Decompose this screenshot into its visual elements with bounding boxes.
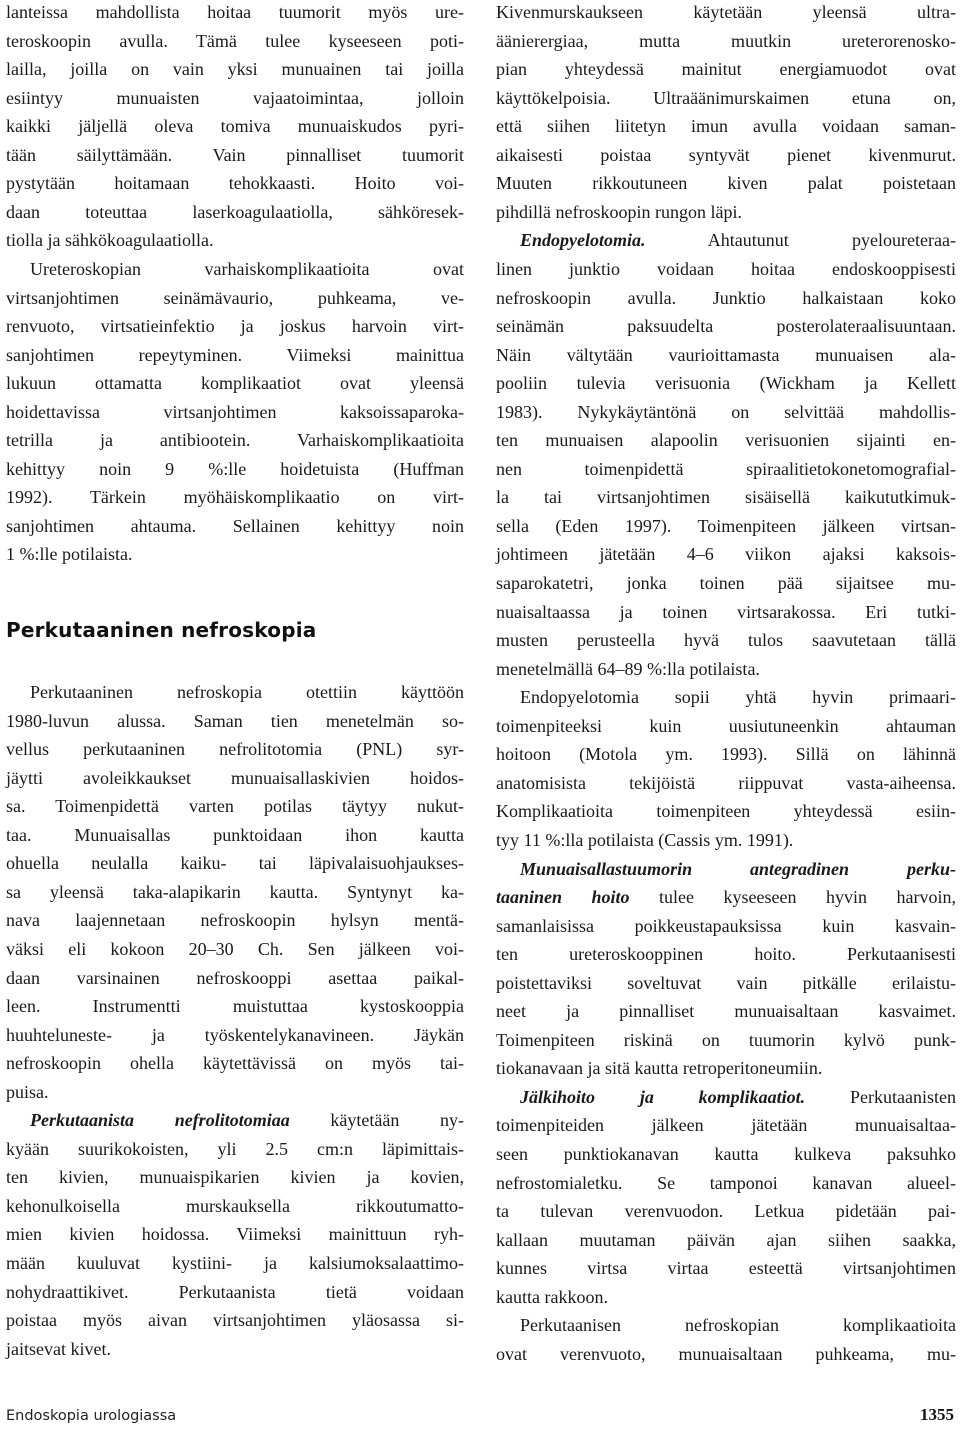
- text-line: leen. Instrumentti muistuttaa kystoskooppia: [6, 996, 464, 1017]
- text-line: tiokanavaan ja sitä kautta retroperitoneumiin.: [496, 1058, 823, 1079]
- text-line: seen punktiokanavan kautta kulkeva paksuhko: [496, 1144, 956, 1164]
- text-line: kautta rakkoon.: [496, 1286, 608, 1307]
- text-line: Ureteroskopian varhaiskomplikaatioita ovat: [30, 258, 464, 279]
- text-line: pystytään hoitamaan tehokkaasti. Hoito voi-: [6, 173, 464, 194]
- text-line: Näin vältytään vaurioittamasta munuaisen ala-: [496, 344, 956, 365]
- text-line: pihdillä nefroskoopin rungon läpi.: [496, 201, 742, 222]
- text-line: nefroskoopin ohella käytettävissä on myös tai-: [6, 1053, 464, 1074]
- text-line: sanjohtimen repeytyminen. Viimeksi mainittua: [6, 344, 464, 365]
- text-line: nuaisaltaassa ja toinen virtsarakossa. Eri tutki-: [496, 601, 956, 622]
- text-line: ten ureteroskooppinen hoito. Perkutaanisesti: [496, 944, 956, 965]
- text-line: kehittyy noin 9 %:lle hoidetuista (Huffman: [6, 458, 464, 479]
- text-line: la tai virtsanjohtimen sisäisellä kaikututkimuk-: [496, 487, 956, 508]
- text-line: tiolla ja sähkökoagulaatiolla.: [6, 230, 214, 251]
- text-line: äänierergiaa, mutta muutkin ureterorenosko-: [496, 30, 956, 51]
- text-line: käyttökelpoisia. Ultraäänimurskaimen etuna on,: [496, 87, 956, 108]
- text-line: huuhteluneste- ja työskentelykanavineen. Jäykän: [6, 1024, 464, 1045]
- text-line: saparokatetri, jonka toinen pää sijaitsee mu-: [496, 573, 956, 593]
- text-line: menetelmällä 64–89 %:lla potilaista.: [496, 658, 760, 679]
- text-line: nefroskoopin avulla. Junktio halkaistaan koko: [496, 287, 956, 308]
- text-line: ten kivien, munuaispikarien kivien ja kovien,: [6, 1167, 464, 1188]
- text-line: pooliin tulevia verisuonia (Wickham ja Kellett: [496, 373, 956, 394]
- text-line: mään kuuluvat kystiini- ja kalsiumoksalaattimo-: [6, 1253, 464, 1273]
- text-line: 1983). Nykykäytäntönä on selvittää mahdollis-: [496, 401, 956, 422]
- text-line: kunnes virtsa virtaa esteettä virtsanjohtimen: [496, 1258, 956, 1279]
- text-line: [496, 1083, 956, 1112]
- text-line: ohuella neulalla kaiku- tai läpivalaisuohjaukses-: [6, 853, 464, 874]
- text-line: sa yleensä taka-alapikarin kautta. Syntynyt ka-: [6, 881, 464, 902]
- text-line: johtimeen jätetään 4–6 viikon ajaksi kaksois-: [496, 544, 956, 565]
- text-line: sanjohtimen ahtauma. Sellainen kehittyy noin: [6, 515, 464, 536]
- text-line: Perkutaaninen nefroskopia otettiin käyttöön: [30, 682, 464, 702]
- text-line: pian yhteydessä mainitut energiamuodot ovat: [496, 59, 956, 80]
- text-line: jaitsevat kivet.: [6, 1338, 111, 1359]
- text-line: kallaan muutaman päivän ajan siihen saakka,: [496, 1229, 956, 1250]
- footer-page-number: 1355: [920, 1405, 954, 1424]
- italic-lead: taaninen hoito: [496, 887, 630, 908]
- text-line: virtsanjohtimen seinämävaurio, puhkeama, ve-: [6, 287, 464, 308]
- text-line: [496, 883, 956, 912]
- text-line: daan toteuttaa laserkoagulaatiolla, sähköresek-: [6, 201, 464, 222]
- text-line: mien kivien hoidossa. Viimeksi mainittuun ryh-: [6, 1224, 464, 1245]
- text-line: 1 %:lle potilaista.: [6, 544, 133, 565]
- text-line: Muuten rikkoutuneen kiven palat poistetaan: [496, 173, 956, 194]
- text-line: jäytti avoleikkaukset munuaisallaskivien hoidos-: [6, 767, 464, 788]
- text-line: Perkutaanisen nefroskopian komplikaatioita: [520, 1315, 956, 1336]
- text-line: renvuoto, virtsatieinfektio ja joskus harvoin virt-: [6, 316, 464, 337]
- text-line: tään säilyttämään. Vain pinnalliset tuumorit: [6, 144, 464, 165]
- italic-lead: Jälkihoito ja komplikaatiot.: [520, 1086, 806, 1107]
- text-line: lailla, joilla on vain yksi munuainen tai joilla: [6, 59, 464, 80]
- text-line: nen toimenpidettä spiraalitietokonetomografial-: [496, 458, 956, 479]
- text-line: nohydraattikivet. Perkutaanista tietä voidaan: [6, 1281, 464, 1302]
- text-line: poistaa myös aivan virtsanjohtimen yläosassa si-: [6, 1310, 464, 1331]
- text-line: lanteissa mahdollista hoitaa tuumorit myös ure-: [6, 2, 464, 22]
- text-line: taa. Munuaisallas punktoidaan ihon kautta: [6, 824, 464, 845]
- text-line: puisa.: [6, 1081, 49, 1102]
- text-line: 1992). Tärkein myöhäiskomplikaatio on virt-: [6, 487, 464, 508]
- text-line: toimenpiteiden jälkeen jätetään munuaisaltaa-: [496, 1115, 956, 1136]
- text-line: [6, 1106, 464, 1135]
- text-line: 1980-luvun alussa. Saman tien menetelmän so-: [6, 710, 464, 731]
- text-line: kaikki jäljellä oleva tomiva munuaiskudos pyri-: [6, 116, 464, 137]
- text-line: aikaisesti poistaa syntyvät pienet kivenmurut.: [496, 144, 956, 165]
- text-line: ovat verenvuoto, munuaisaltaan puhkeama, mu-: [496, 1343, 956, 1364]
- text-line: nefrostomialetku. Se tamponoi kanavan alueel-: [496, 1172, 956, 1193]
- text-run: Perkutaanisten: [805, 1086, 956, 1107]
- text-line: seinämän paksuudelta posterolateraalisuuntaan.: [496, 316, 956, 337]
- text-line: väksi eli kokoon 20–30 Ch. Sen jälkeen voi-: [6, 938, 464, 959]
- italic-lead: Perkutaanista nefrolitotomiaa: [30, 1110, 290, 1131]
- text-line: että siihen liitetyn imun avulla voidaan saman-: [496, 116, 956, 137]
- text-run: tulee kyseeseen hyvin harvoin,: [629, 887, 956, 908]
- text-line: esiintyy munuaisten vajaatoimintaa, jolloin: [6, 87, 464, 108]
- section-heading: Perkutaaninen nefroskopia: [6, 618, 317, 642]
- italic-lead: Munuaisallastuumorin antegradinen perku-: [520, 858, 956, 879]
- text-line: [496, 855, 956, 884]
- footer-journal-title: Endoskopia urologiassa: [6, 1408, 177, 1424]
- text-run: käytetään ny-: [289, 1110, 464, 1131]
- text-line: nava laajennetaan nefroskoopin hylsyn mentä-: [6, 910, 464, 931]
- text-line: vellus perkutaaninen nefrolitotomia (PNL) syr-: [6, 739, 464, 760]
- text-line: sa. Toimenpidettä varten potilas täytyy nukut-: [6, 796, 464, 817]
- text-line: hoidettavissa virtsanjohtimen kaksoissaparoka-: [6, 401, 464, 422]
- text-run: Ahtautunut pyeloureteraa-: [645, 230, 956, 251]
- text-line: anatomisista tekijöistä riippuvat vasta-aiheensa.: [496, 772, 956, 793]
- text-line: daan varsinainen nefroskooppi asettaa paikal-: [6, 967, 464, 988]
- text-line: samanlaisissa poikkeustapauksissa kuin kasvain-: [496, 915, 956, 936]
- text-line: sella (Eden 1997). Toimenpiteen jälkeen virtsan-: [496, 515, 956, 536]
- text-line: lukuun ottamatta komplikaatiot ovat yleensä: [6, 373, 464, 394]
- text-line: linen junktio voidaan hoitaa endoskooppisesti: [496, 258, 956, 279]
- text-line: Toimenpiteen riskinä on tuumorin kylvö punk-: [496, 1029, 956, 1050]
- text-line: Komplikaatioita toimenpiteen yhteydessä esiin-: [496, 801, 956, 822]
- text-line: hoitoon (Motola ym. 1993). Sillä on lähinnä: [496, 744, 956, 765]
- text-line: [496, 226, 956, 255]
- text-line: teroskoopin avulla. Tämä tulee kyseeseen poti-: [6, 30, 464, 51]
- text-line: tetrilla ja antibiootein. Varhaiskomplikaatioita: [6, 430, 464, 451]
- text-line: tyy 11 %:lla potilaista (Cassis ym. 1991).: [496, 829, 794, 850]
- text-line: kyään suurikokoisten, yli 2.5 cm:n läpimittais-: [6, 1138, 464, 1159]
- text-line: Endopyelotomia sopii yhtä hyvin primaari-: [520, 687, 956, 708]
- text-line: ten munuaisen alapoolin verisuonien sijainti en-: [496, 430, 956, 451]
- text-line: kehonulkoisella murskauksella rikkoutumatto-: [6, 1195, 464, 1216]
- text-line: poistettaviksi soveltuvat vain pitkälle erilaistu-: [496, 972, 956, 993]
- italic-lead: Endopyelotomia.: [520, 230, 646, 251]
- text-line: ta tulevan verenvuodon. Letkua pidetään pai-: [496, 1201, 956, 1222]
- text-line: neet ja pinnalliset munuaisaltaan kasvaimet.: [496, 1001, 956, 1022]
- text-line: Kivenmurskaukseen käytetään yleensä ultra-: [496, 2, 956, 22]
- text-line: musten perusteella hyvä tulos saavutetaan tällä: [496, 630, 956, 651]
- text-line: toimenpiteeksi kuin uusiutuneenkin ahtauman: [496, 715, 956, 736]
